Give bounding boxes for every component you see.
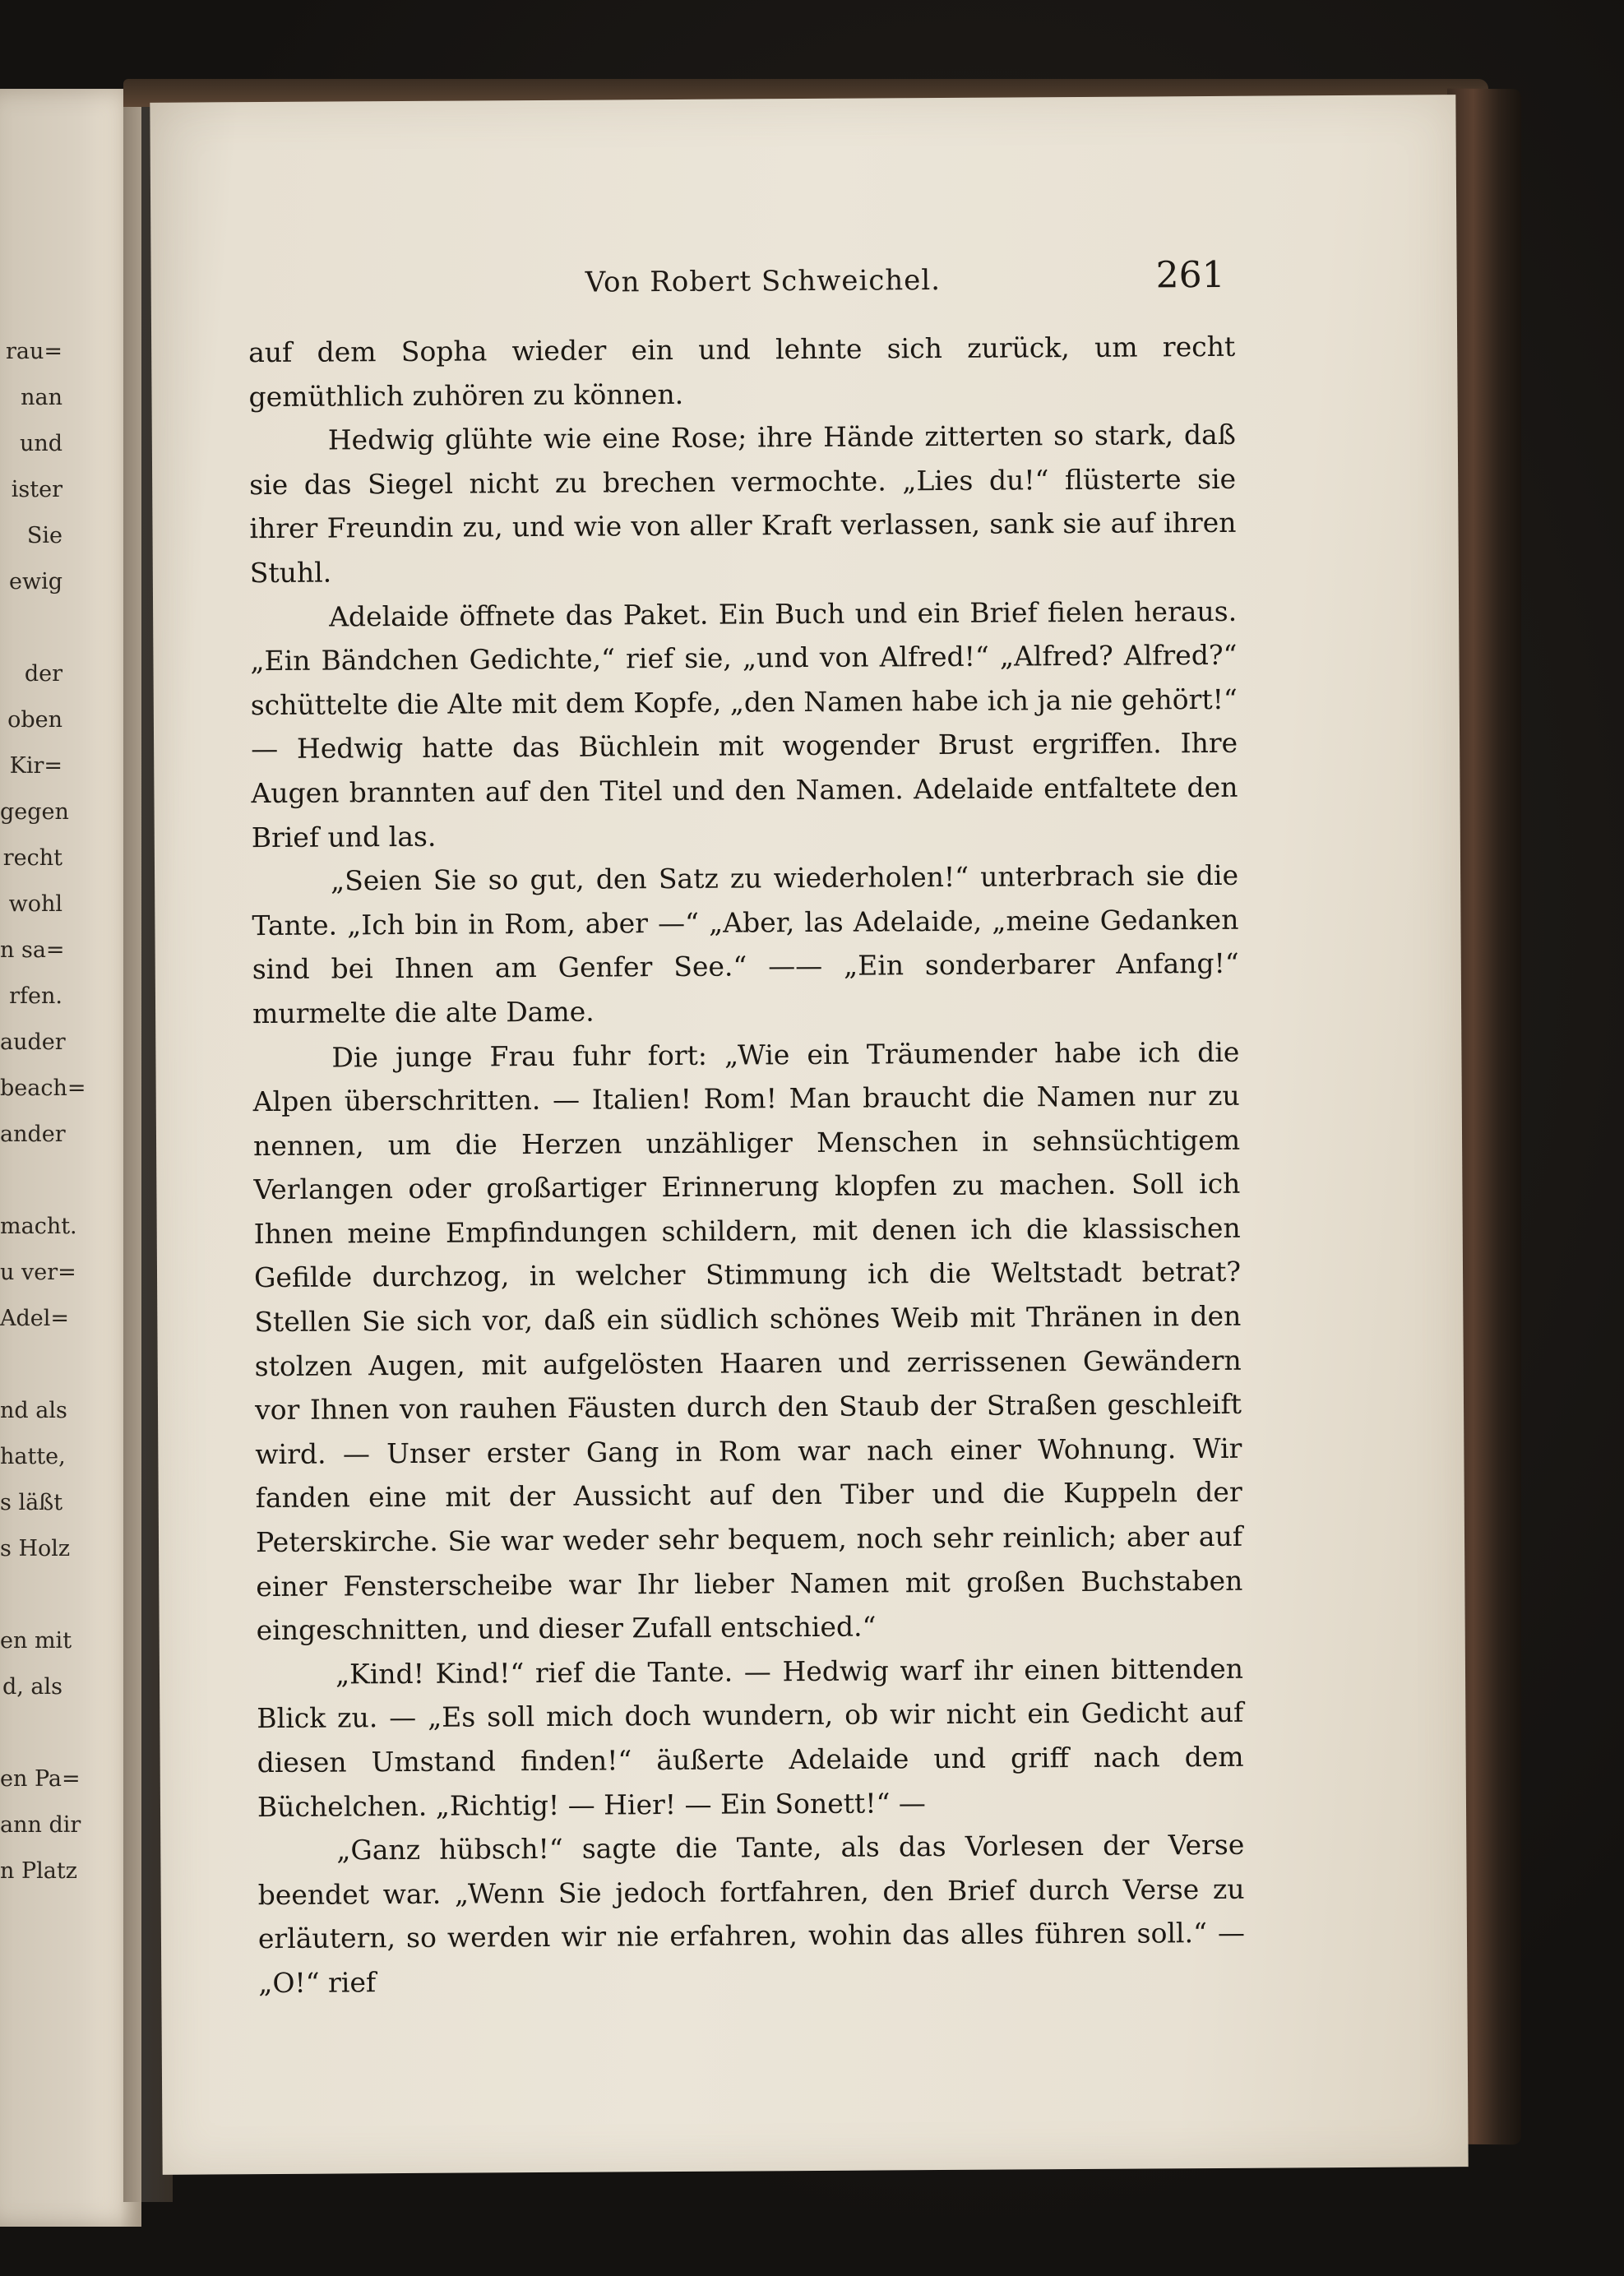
left-page-fragment: wohl	[8, 891, 62, 917]
paragraph: „Kind! Kind!“ rief die Tante. — Hedwig warf ihr einen bittenden Blick zu. — „Es soll mich doch wundern, ob wir nicht ein Gedicht auf diesen Umstand finden!“ äußerte Adelaide und griff nach dem Büchelchen. „Richtig! — Hier! — Ein Sonett!“ —	[257, 1652, 1244, 1823]
left-page-fragment: ann dir	[0, 1812, 81, 1838]
paragraph: auf dem Sopha wieder ein und lehnte sich zurück, um recht gemüthlich zuhören zu können.	[248, 330, 1236, 413]
left-page-fragment: n sa=	[0, 937, 65, 963]
left-page-fragment: nd als	[0, 1398, 67, 1423]
left-page-fragment: beach=	[0, 1076, 86, 1101]
left-page-fragment: macht.	[0, 1214, 77, 1239]
left-facing-page	[0, 89, 141, 2227]
left-page-fragment: s läßt	[0, 1490, 63, 1515]
running-head: Von Robert Schweichel.	[585, 264, 942, 299]
paragraph: „Seien Sie so gut, den Satz zu wiederholen!“ unterbrach sie die Tante. „Ich bin in Rom, aber —“ „Aber, las Adelaide, „meine Gedanken sind bei Ihnen am Genfer See.“ —— „Ein sonderbarer Anfang!“ murmelte die alte Dame.	[252, 858, 1239, 1030]
paragraph: Die junge Frau fuhr fort: „Wie ein Träumender habe ich die Alpen überschritten. — Italien! Rom! Man braucht die Namen nur zu nennen, um die Herzen unzähliger Menschen in sehnsüchtigem Verlangen oder großartiger Erinnerung klopfen zu machen. Soll ich Ihnen meine Empfindungen schildern, mit denen ich die klassischen Gefilde durchzog, in welcher Stimmung ich die Weltstadt betrat? Stellen Sie sich vor, daß ein südlich schönes Weib mit Thränen in den stolzen Augen, mit aufgelösten Haaren und zerrissenen Gewändern vor Ihnen von rauhen Fäusten durch den Staub der Straßen geschleift wird. — Unser erster Gang in Rom war nach einer Wohnung. Wir fanden eine mit der Aussicht auf den Tiber und die Kuppeln der Peterskirche. Sie war weder sehr bequem, noch sehr reinlich; aber auf einer Fensterscheibe war Ihr lieber Namen mit großen Buchstaben eingeschnitten, und dieser Zufall entschied.“	[252, 1035, 1243, 1647]
left-page-fragment: oben	[7, 707, 62, 733]
left-page-fragment: auder	[0, 1029, 66, 1055]
left-page-fragment: der	[24, 661, 62, 687]
left-page-fragment: recht	[2, 845, 62, 871]
left-page-fragment: Kir=	[9, 753, 62, 779]
body-text	[248, 325, 1245, 2005]
left-page-fragment: u ver=	[0, 1260, 76, 1285]
left-page-fragment: rau=	[5, 339, 62, 364]
left-page-fragment: Adel=	[0, 1306, 70, 1331]
left-page-fragment: und	[19, 431, 62, 456]
right-page	[150, 95, 1468, 2175]
page-header	[150, 252, 1456, 310]
left-page-fragment: d, als	[2, 1674, 62, 1700]
left-page-fragment: n Platz	[0, 1858, 77, 1884]
left-page-fragment: gegen	[0, 799, 69, 825]
paragraph: „Ganz hübsch!“ sagte die Tante, als das Vorlesen der Verse beendet war. „Wenn Sie jedoch fortfahren, den Brief durch Verse zu erläutern, so werden wir nie erfahren, wohin das alles führen soll.“ — „O!“ rief	[257, 1828, 1246, 2000]
left-page-fragment: rfen.	[9, 983, 62, 1009]
left-page-fragment: nan	[21, 385, 62, 410]
left-page-fragment: ewig	[8, 569, 62, 594]
left-page-fragment: s Holz	[0, 1536, 71, 1561]
paragraph: Hedwig glühte wie eine Rose; ihre Hände zitterten so stark, daß sie das Siegel nicht zu brechen vermochte. „Lies du!“ flüsterte sie ihrer Freundin zu, und wie von aller Kraft verlassen, sank sie auf ihren Stuhl.	[249, 419, 1237, 590]
left-page-fragment: ander	[0, 1122, 66, 1147]
left-page-fragment: hatte,	[0, 1444, 66, 1469]
left-page-fragment: en Pa=	[0, 1766, 81, 1792]
left-page-fragment: Sie	[26, 523, 62, 548]
paragraph: Adelaide öffnete das Paket. Ein Buch und ein Brief fielen heraus. „Ein Bändchen Gedichte,“ rief sie, „und von Alfred!“ „Alfred? Alfred?“ schüttelte die Alte mit dem Kopfe, „den Namen habe ich ja nie gehört!“ — Hedwig hatte das Büchlein mit wogender Brust ergriffen. Ihre Augen brannten auf den Titel und den Namen. Adelaide entfaltete den Brief und las.	[250, 594, 1238, 854]
left-page-fragment: en mit	[0, 1628, 72, 1654]
left-page-fragment: ister	[11, 477, 62, 502]
page-number: 261	[1155, 253, 1225, 297]
